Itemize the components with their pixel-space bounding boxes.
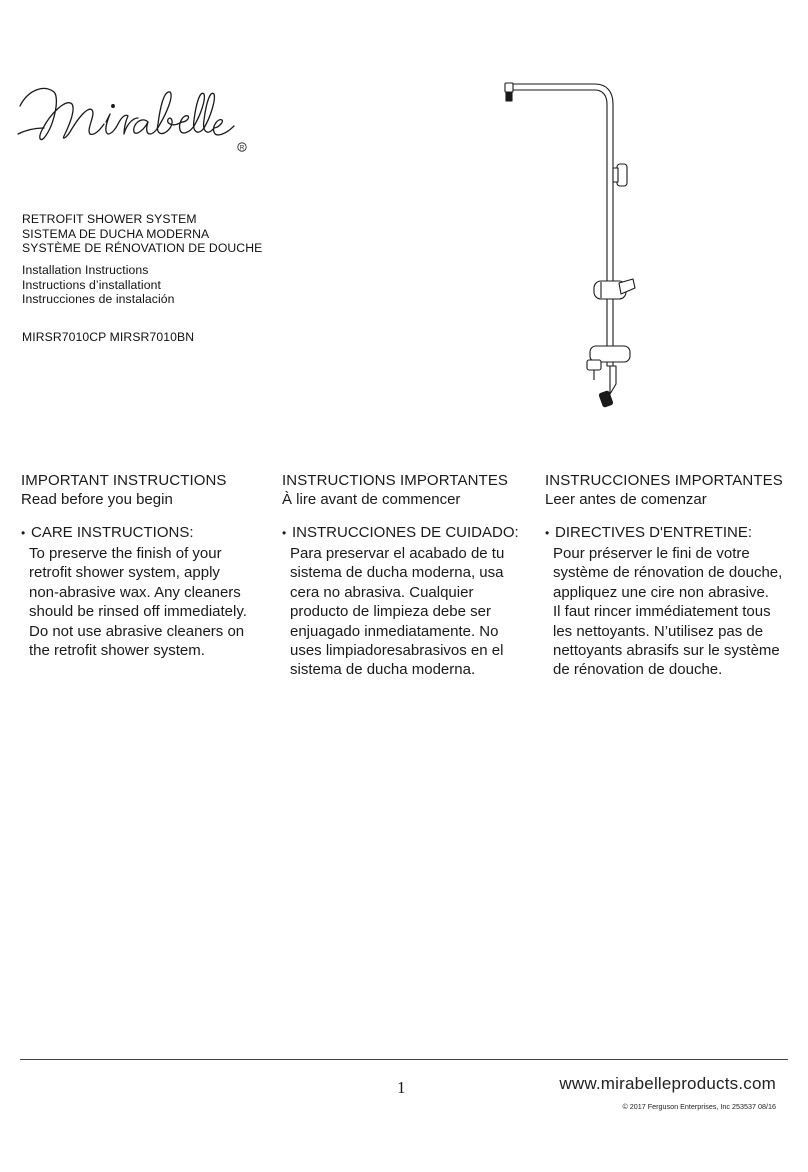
column-subheading: Read before you begin <box>21 491 173 508</box>
care-instructions-title: • INSTRUCCIONES DE CUIDADO: <box>282 524 519 541</box>
care-instructions-title: • CARE INSTRUCTIONS: <box>21 524 194 541</box>
bullet-icon: • <box>545 526 550 540</box>
care-instructions-body: To preserve the finish of your retrofit shower system, apply non-abrasive wax. Any cleaners should be rinsed off immediately. Do not use abrasive cleaners on the retrofit shower system. <box>29 545 247 660</box>
mirabelle-script-logo <box>14 78 250 160</box>
doc-type-en: Installation Instructions <box>22 263 149 277</box>
column-subheading: Leer antes de comenzar <box>545 491 707 508</box>
svg-text:R: R <box>239 145 245 152</box>
product-name-es: SISTEMA DE DUCHA MODERNA <box>22 226 210 241</box>
brand-logo <box>14 78 250 160</box>
bullet-icon: • <box>21 526 26 540</box>
bullet-icon: • <box>282 526 287 540</box>
page-number: 1 <box>397 1078 406 1097</box>
column-heading: INSTRUCCIONES IMPORTANTES <box>545 472 783 489</box>
document-types <box>22 263 175 307</box>
doc-type-es: Instrucciones de instalación <box>22 292 175 307</box>
product-name-fr: SYSTÈME DE RÉNOVATION DE DOUCHE <box>22 241 263 256</box>
shower-system-drawing <box>495 76 655 421</box>
column-heading: INSTRUCTIONS IMPORTANTES <box>282 472 509 489</box>
shower-column-icon <box>495 76 655 421</box>
website-link[interactable]: www.mirabelleproducts.com <box>559 1074 776 1093</box>
care-instructions-body: Pour préserver le fini de votre système de rénovation de douche, appliquez une cire non abrasive. Il faut rincer immédiatement tous les nettoyants. N’utilisez pas de nettoyants abrasifs sur le système de rénovation de douche. <box>553 545 783 679</box>
instructions-column-english <box>21 471 271 660</box>
model-numbers: MIRSR7010CP MIRSR7010BN <box>22 330 195 344</box>
instructions-column-spanish <box>545 471 805 680</box>
footer-divider <box>20 1059 788 1060</box>
product-name-en: RETROFIT SHOWER SYSTEM <box>22 212 197 226</box>
care-instructions-title: • DIRECTIVES D'ENTRETINE: <box>545 524 753 541</box>
column-heading: IMPORTANT INSTRUCTIONS <box>21 472 227 489</box>
instructions-column-french <box>282 471 532 680</box>
copyright-notice: © 2017 Ferguson Enterprises, Inc 253537 08/16 <box>622 1102 776 1111</box>
product-names <box>22 212 262 256</box>
column-subheading: À lire avant de commencer <box>282 491 461 508</box>
care-instructions-body: Para preservar el acabado de tu sistema de ducha moderna, usa cera no abrasiva. Cualquier producto de limpieza debe ser enjuagado inmediatamente. No uses limpiadoresabrasivos en el sistema de ducha moderna. <box>290 545 505 679</box>
doc-type-fr: Instructions d’installationt <box>22 277 161 292</box>
